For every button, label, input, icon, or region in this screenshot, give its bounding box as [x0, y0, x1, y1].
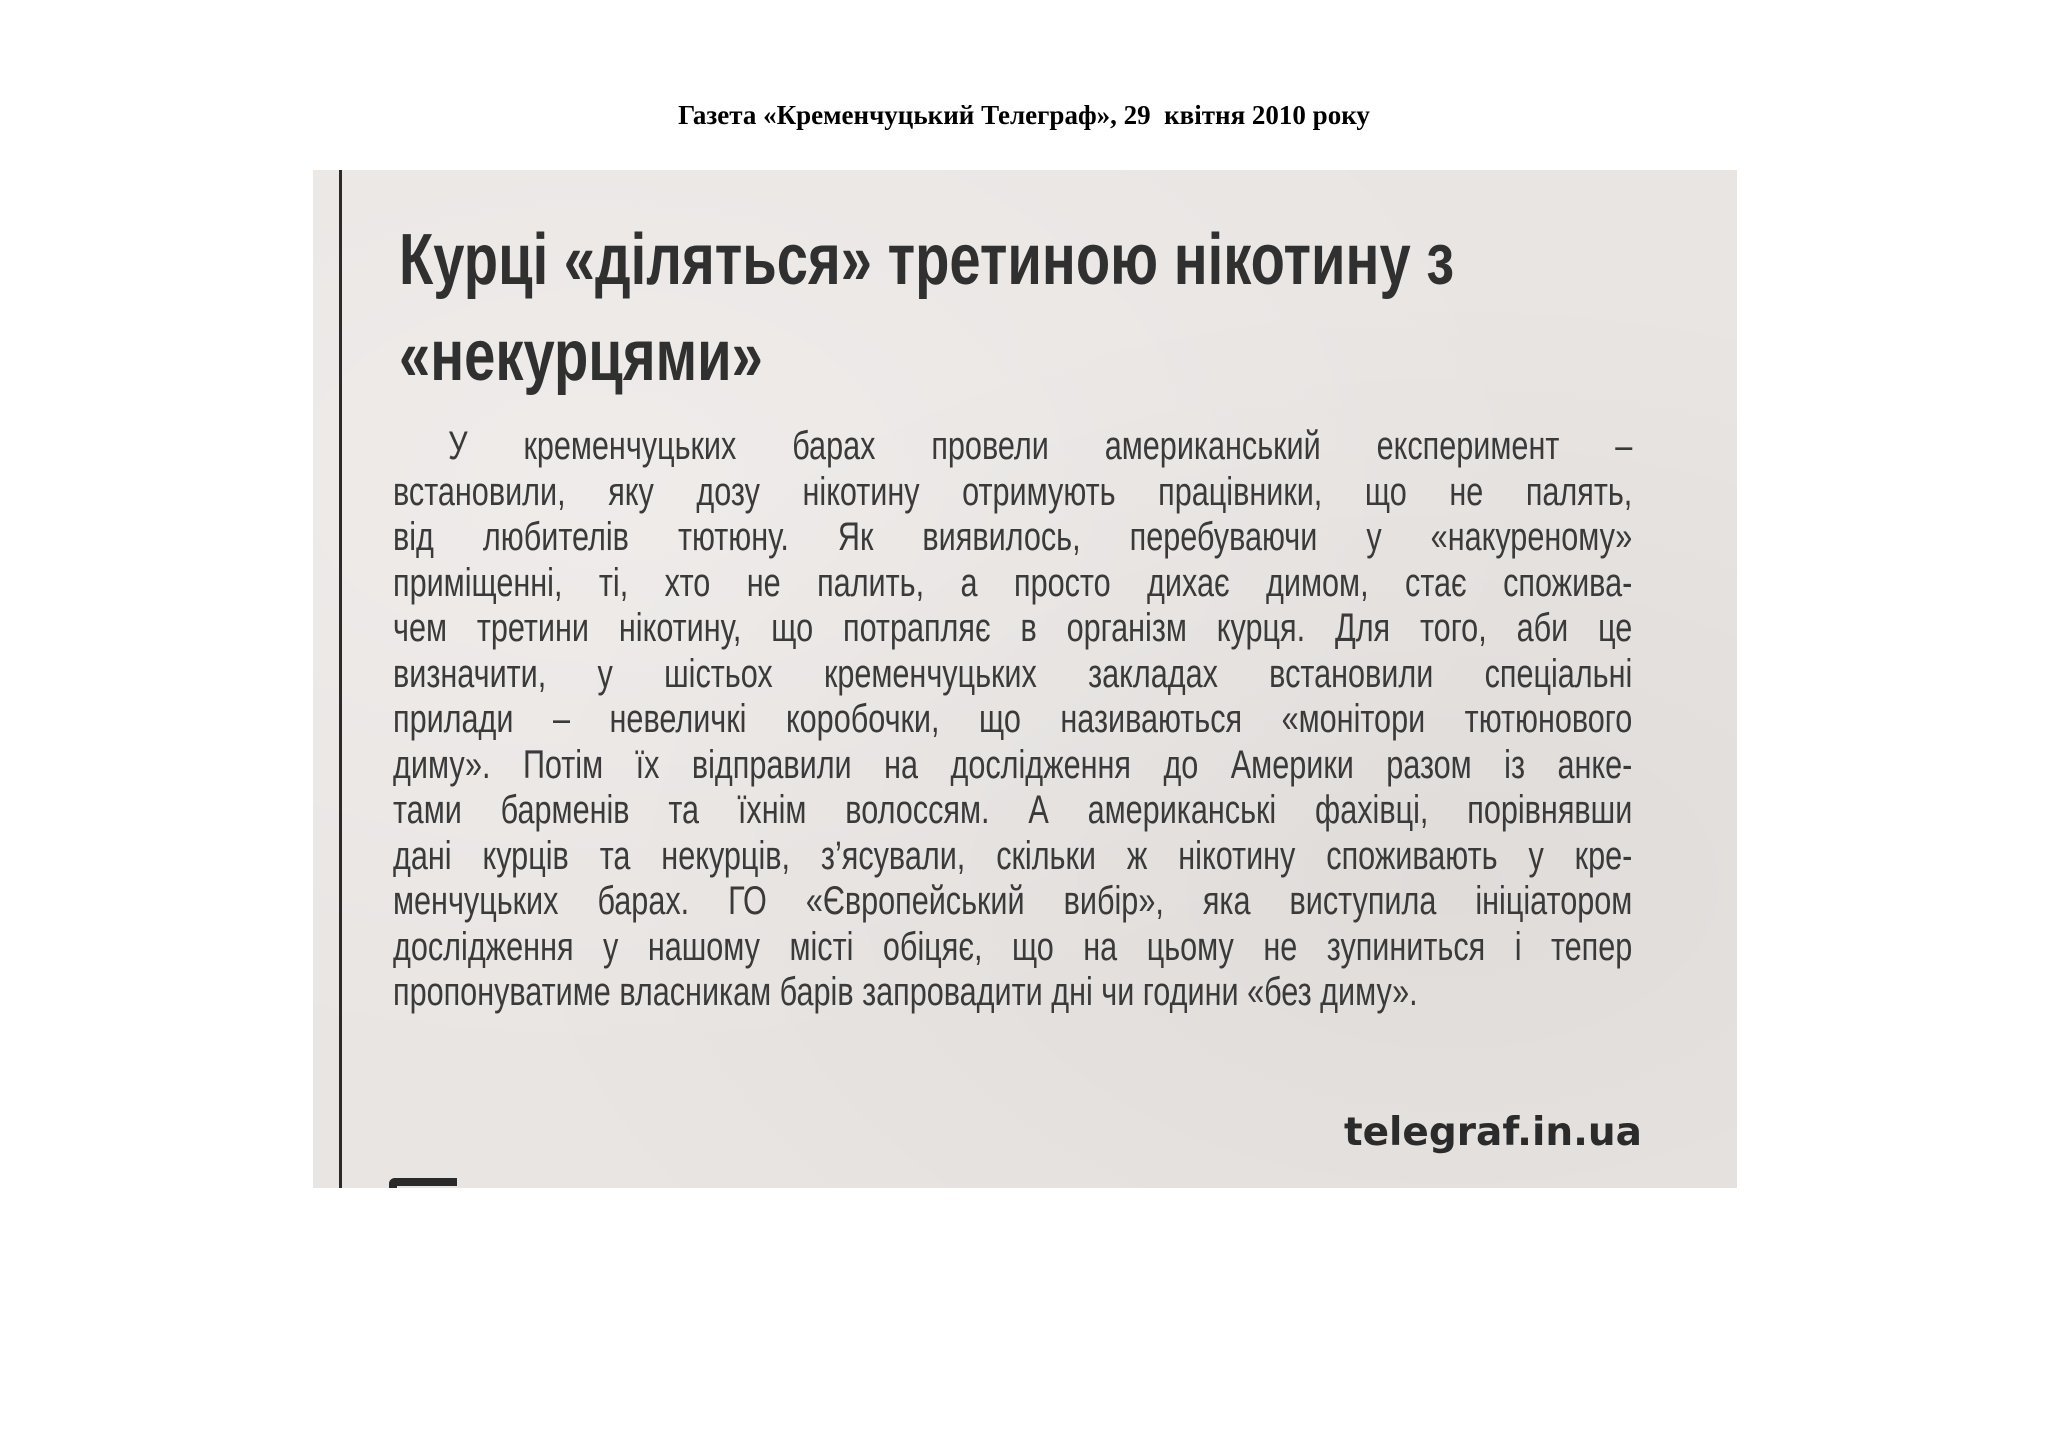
body-line: приміщенні, ті, хто не палить, а просто дихає димом, стає спожива- — [393, 560, 1633, 605]
body-line: чем третини нікотину, що потрапляє в організм курця. Для того, аби це — [393, 606, 1633, 650]
body-line: диму». Потім їх відправили на дослідження до Америки разом із анке- — [393, 742, 1633, 787]
body-line: дослідження у нашому місті обіцяє, що на цьому не зупиниться і тепер — [393, 924, 1633, 969]
body-line: пропонуватиме власникам барів запровадити дні чи години «без диму». — [393, 970, 1418, 1014]
next-article-mark — [389, 1178, 457, 1188]
article-headline — [399, 212, 1647, 404]
headline-line: «некурцями» — [399, 316, 763, 396]
article-body — [393, 424, 1632, 1016]
body-line: від любителів тютюну. Як виявилось, перебуваючи у «накуреному» — [393, 515, 1633, 559]
body-line: У кременчуцьких барах провели американський експеримент – — [448, 424, 1633, 468]
body-line: встановили, яку дозу нікотину отримують працівники, що не палять, — [393, 469, 1633, 514]
page-caption: Газета «Кременчуцький Телеграф», 29 квітня 2010 року — [678, 100, 1370, 130]
headline-line: Курці «діляться» третиною нікотину з — [399, 220, 1455, 300]
source-url: telegraf.in.ua — [1343, 1110, 1642, 1155]
newspaper-clipping — [313, 170, 1737, 1188]
body-line: прилади – невеличкі коробочки, що називаються «монітори тютюнового — [393, 697, 1633, 741]
body-line: дані курців та некурців, з’ясували, скільки ж нікотину споживають у кре- — [393, 833, 1633, 878]
body-line: менчуцьких барах. ГО «Європейський вибір», яка виступила ініціатором — [393, 879, 1633, 923]
body-line: визначити, у шістьох кременчуцьких закладах встановили спеціальні — [393, 651, 1633, 696]
body-line: тами барменів та їхнім волоссям. А американські фахівці, порівнявши — [393, 788, 1633, 832]
column-rule — [339, 170, 342, 1188]
